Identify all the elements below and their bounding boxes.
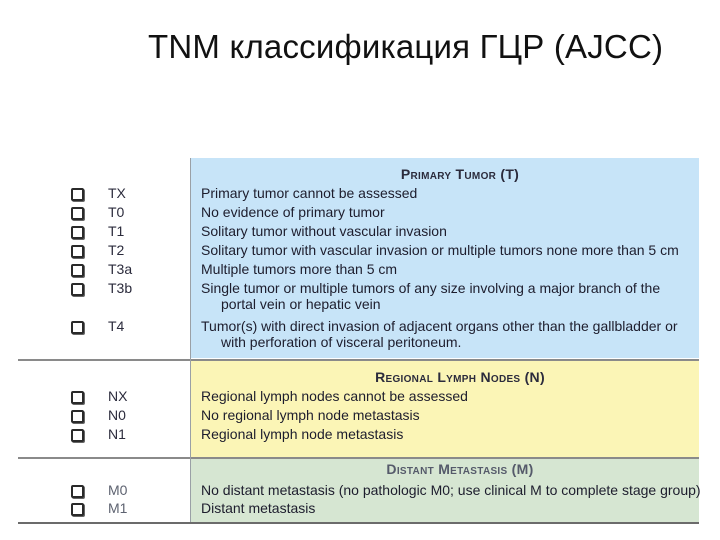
stage-description-line2: with perforation of visceral peritoneum. — [221, 334, 462, 350]
column-divider — [190, 158, 191, 522]
tnm-row-t1 — [18, 223, 699, 242]
tnm-row-t0 — [18, 204, 699, 223]
checkbox-icon[interactable] — [71, 188, 84, 201]
stage-description: Regional lymph node metastasis — [201, 426, 404, 442]
checkbox-icon[interactable] — [71, 207, 84, 220]
stage-description: No evidence of primary tumor — [201, 204, 385, 220]
checkbox-icon[interactable] — [71, 283, 84, 296]
stage-description: Distant metastasis — [201, 500, 316, 516]
tnm-row-tx — [18, 185, 699, 204]
tnm-row-n0 — [18, 407, 699, 426]
stage-description-line1: Tumor(s) with direct invasion of adjacent organs other than the gallbladder or — [201, 318, 678, 334]
checkbox-icon[interactable] — [71, 391, 84, 404]
stage-code: T4 — [108, 318, 125, 334]
checkbox-icon[interactable] — [71, 321, 84, 334]
stage-description — [201, 280, 660, 312]
checkbox-icon[interactable] — [71, 264, 84, 277]
stage-description-line1: Single tumor or multiple tumors of any size involving a major branch of the — [201, 280, 661, 296]
stage-code: T3a — [108, 261, 133, 277]
lymph-nodes-section — [18, 359, 699, 458]
stage-code: T3b — [108, 280, 133, 296]
stage-description — [201, 318, 678, 350]
tnm-row-t3b — [18, 280, 699, 318]
tnm-row-t2 — [18, 242, 699, 261]
stage-description: Primary tumor cannot be assessed — [201, 185, 418, 201]
slide-title: TNM классификация ГЦР (AJCC) — [148, 28, 664, 65]
checkbox-icon[interactable] — [71, 429, 84, 442]
stage-code: T0 — [108, 204, 125, 220]
distant-metastasis-section — [18, 457, 699, 524]
stage-description: Solitary tumor with vascular invasion or multiple tumors none more than 5 cm — [201, 242, 679, 258]
tnm-row-m1 — [18, 500, 699, 519]
checkbox-icon[interactable] — [71, 503, 84, 516]
checkbox-icon[interactable] — [71, 245, 84, 258]
checkbox-icon[interactable] — [71, 226, 84, 239]
lymph-nodes-heading: Regional Lymph Nodes (N) — [375, 369, 545, 385]
primary-tumor-heading: Primary Tumor (T) — [400, 166, 520, 182]
checkbox-icon[interactable] — [71, 410, 84, 423]
tnm-row-n1 — [18, 426, 699, 445]
stage-code: N0 — [108, 407, 126, 423]
tnm-row-t4 — [18, 318, 699, 356]
stage-description: No distant metastasis (no pathologic M0; use clinical M to complete stage group) — [201, 482, 701, 498]
stage-code: T2 — [108, 242, 125, 258]
tnm-row-nx — [18, 388, 699, 407]
stage-code: T1 — [108, 223, 125, 239]
stage-description: Regional lymph nodes cannot be assessed — [201, 388, 468, 404]
stage-description: Solitary tumor without vascular invasion — [201, 223, 447, 239]
stage-description: Multiple tumors more than 5 cm — [201, 261, 398, 277]
stage-description-line2: portal vein or hepatic vein — [221, 296, 381, 312]
tnm-classification-table — [18, 158, 699, 522]
tnm-row-t3a — [18, 261, 699, 280]
distant-metastasis-heading: Distant Metastasis (M) — [386, 461, 534, 477]
stage-description: No regional lymph node metastasis — [201, 407, 420, 423]
primary-tumor-section — [18, 158, 699, 358]
stage-code: N1 — [108, 426, 126, 442]
stage-code: NX — [108, 388, 128, 404]
stage-code: M0 — [108, 482, 128, 498]
stage-code: M1 — [108, 500, 128, 516]
tnm-row-m0 — [18, 482, 699, 501]
stage-code: TX — [108, 185, 126, 201]
checkbox-icon[interactable] — [71, 485, 84, 498]
